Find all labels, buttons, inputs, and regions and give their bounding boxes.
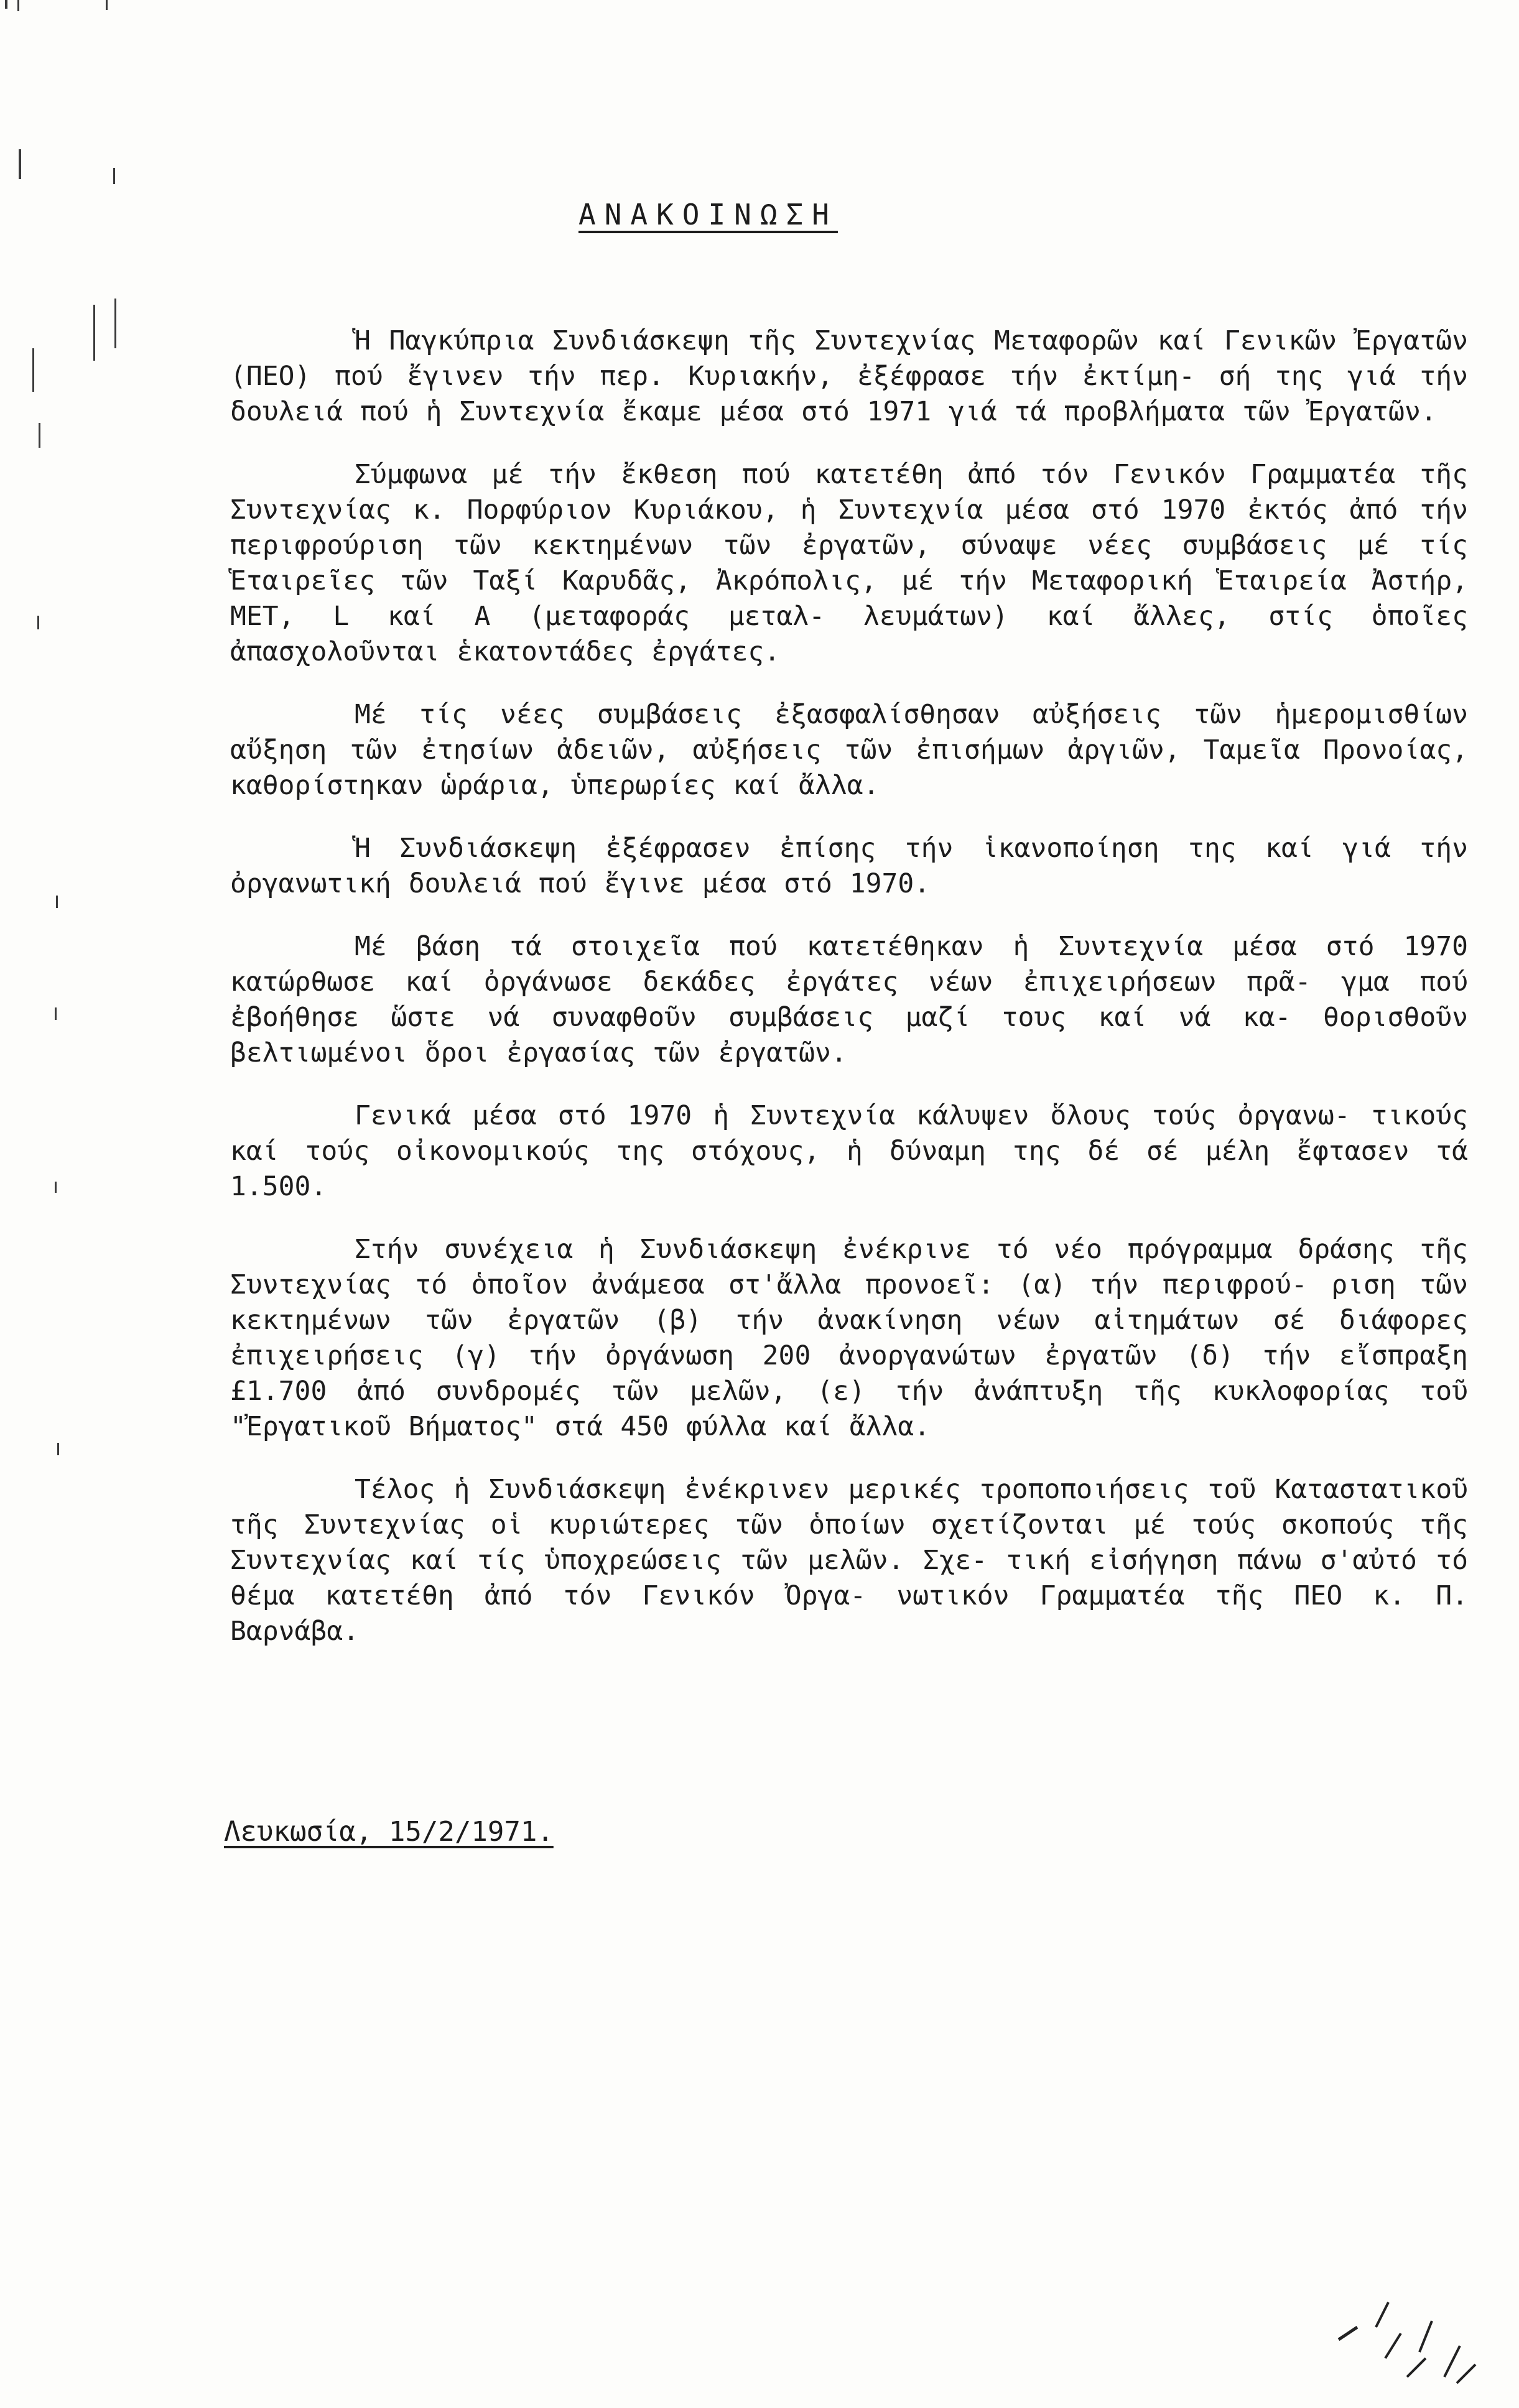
document-body [230,323,1468,1677]
scan-artifact [55,1182,57,1193]
scan-artifact [113,168,115,184]
scan-artifact [32,348,34,392]
paragraph: Μέ βάση τά στοιχεῖα πού κατετέθηκαν ἡ Συντεχνία μέσα στό 1970 κατώρθωσε καί ὀργάνωσε δεκάδες ἐργάτες νέων ἐπιχειρήσεων πρᾶ- γμα πού ἐβοήθησε ὥστε νά συναφθοῦν συμβάσεις μαζί τους καί νά κα- θορισθοῦν βελτιωμένοι ὅροι ἐργασίας τῶν ἐργατῶν. [230,931,1468,1068]
scan-artifact [57,1443,59,1455]
paragraph: Ἡ Συνδιάσκεψη ἐξέφρασεν ἐπίσης τήν ἱκανοποίηση της καί γιά τήν ὀργανωτική δουλειά πού ἔγινε μέσα στό 1970. [230,833,1468,899]
paragraph: Γενικά μέσα στό 1970 ἡ Συντεχνία κάλυψεν ὅλους τούς ὀργανω- τικούς καί τούς οἰκονομικούς της στόχους, ἡ δύναμη της δέ σέ μέλη ἔφτασεν τά 1.500. [230,1100,1468,1202]
scan-artifact [56,896,58,908]
scan-artifact [5,0,7,9]
scan-artifact [17,0,19,11]
scan-artifact [114,299,116,348]
dateline: Λευκωσία, 15/2/1971. [224,1816,554,1848]
scan-artifact [37,616,39,629]
paragraph: Ἡ Παγκύπρια Συνδιάσκεψη τῆς Συντεχνίας Μεταφορῶν καί Γενικῶν Ἐργατῶν (ΠΕΟ) πού ἔγινεν τήν περ. Κυριακήν, ἐξέφρασε τήν ἐκτίμη- σή της γιά τήν δουλειά πού ἡ Συντεχνία ἔκαμε μέσα στό 1971 γιά τά προβλήματα τῶν Ἐργατῶν. [230,325,1468,427]
scan-artifact [93,305,95,361]
paragraph: Στήν συνέχεια ἡ Συνδιάσκεψη ἐνέκρινε τό νέο πρόγραμμα δράσης τῆς Συντεχνίας τό ὁποῖον ἀνάμεσα στ'ἄλλα προνοεῖ: (α) τήν περιφρού- ριση τῶν κεκτημένων τῶν ἐργατῶν (β) τήν ἀνακίνηση νέων αἰτημάτων σέ διάφορες ἐπιχειρήσεις (γ) τήν ὀργάνωση 200 ἀνοργανώτων ἐργατῶν (δ) τήν εἴσπραξη £1.700 ἀπό συνδρομές τῶν μελῶν, (ε) τήν ἀνάπτυξη τῆς κυκλοφορίας τοῦ "Ἐργατικοῦ Βήματος" στά 450 φύλλα καί ἄλλα. [230,1234,1468,1442]
document-title: ΑΝΑΚΟΙΝΩΣΗ [578,198,838,231]
scan-artifact [55,1007,57,1020]
scan-artifact [19,149,21,179]
paragraph: Τέλος ἡ Συνδιάσκεψη ἐνέκρινεν μερικές τροποποιήσεις τοῦ Καταστατικοῦ τῆς Συντεχνίας οἱ κυριώτερες τῶν ὁποίων σχετίζονται μέ τούς σκοπούς τῆς Συντεχνίας καί τίς ὑποχρεώσεις τῶν μελῶν. Σχε- τική εἰσήγηση πάνω σ'αὐτό τό θέμα κατετέθη ἀπό τόν Γενικόν Ὀργα- νωτικόν Γραμματέα τῆς ΠΕΟ κ. Π. Βαρνάβα. [230,1474,1468,1647]
scan-artifact [106,0,108,10]
paragraph: Μέ τίς νέες συμβάσεις ἐξασφαλίσθησαν αὐξήσεις τῶν ἡμερομισθίων αὔξηση τῶν ἐτησίων ἀδειῶν, αὐξήσεις τῶν ἐπισήμων ἀργιῶν, Ταμεῖα Προνοίας, καθορίστηκαν ὡράρια, ὑπερωρίες καί ἄλλα. [230,699,1468,801]
scan-artifact [39,423,40,448]
handwritten-mark [1332,2284,1482,2389]
paragraph: Σύμφωνα μέ τήν ἔκθεση πού κατετέθη ἀπό τόν Γενικόν Γραμματέα τῆς Συντεχνίας κ. Πορφύριον Κυριάκου, ἡ Συντεχνία μέσα στό 1970 ἐκτός ἀπό τήν περιφρούριση τῶν κεκτημένων τῶν ἐργατῶν, σύναψε νέες συμβάσεις μέ τίς Ἑταιρεῖες τῶν Ταξί Καρυδᾶς, Ἀκρόπολις, μέ τήν Μεταφορική Ἑταιρεία Ἀστήρ, ΜΕΤ, L καί Α (μεταφοράς μεταλ- λευμάτων) καί ἄλλες, στίς ὁποῖες ἀπασχολοῦνται ἑκατοντάδες ἐργάτες. [230,459,1468,667]
